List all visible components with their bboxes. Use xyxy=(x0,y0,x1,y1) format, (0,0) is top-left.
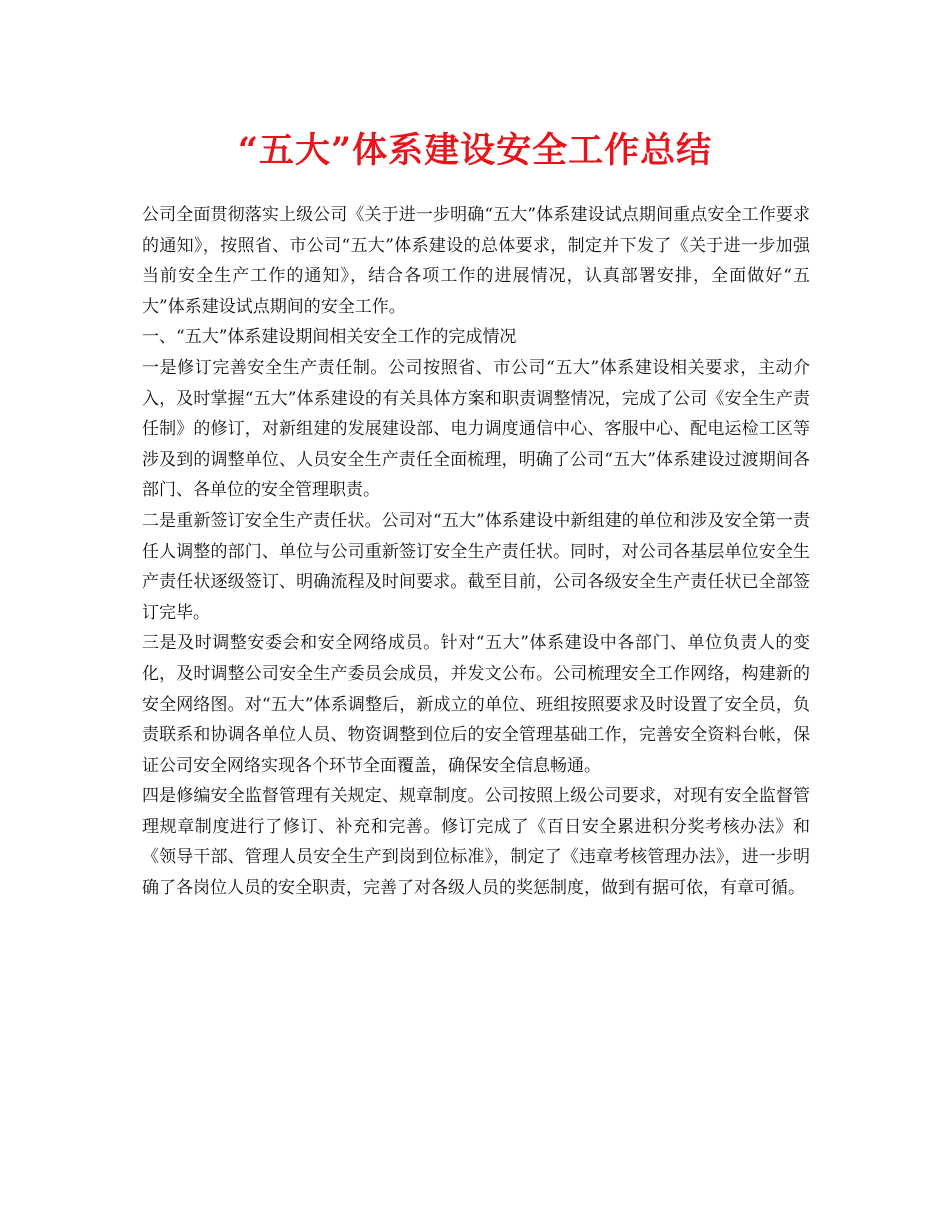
item-four-paragraph: 四是修编安全监督管理有关规定、规章制度。公司按照上级公司要求，对现有安全监督管理规章制度进行了修订、补充和完善。修订完成了《百日安全累进积分奖考核办法》和《领导干部、管理人员安全生产到岗到位标准》，制定了《违章考核管理办法》，进一步明确了各岗位人员的安全职责，完善了对各级人员的奖惩制度，做到有据可依，有章可循。 xyxy=(142,786,810,899)
intro-paragraph: 公司全面贯彻落实上级公司《关于进一步明确“五大”体系建设试点期间重点安全工作要求的通知》，按照省、市公司“五大”体系建设的总体要求，制定并下发了《关于进一步加强当前安全生产工作的通知》，结合各项工作的进展情况，认真部署安排，全面做好“五大”体系建设试点期间的安全工作。 xyxy=(142,205,810,317)
section-heading: 一、“五大”体系建设期间相关安全工作的完成情况 xyxy=(142,327,517,348)
document-title: “五大”体系建设安全工作总结 xyxy=(237,130,713,171)
item-two-paragraph: 二是重新签订安全生产责任状。公司对“五大”体系建设中新组建的单位和涉及安全第一责任人调整的部门、单位与公司重新签订安全生产责任状。同时，对公司各基层单位安全生产责任状逐级签订、明确流程及时间要求。截至目前，公司各级安全生产责任状已全部签订完毕。 xyxy=(142,510,810,623)
item-three-paragraph: 三是及时调整安委会和安全网络成员。针对“五大”体系建设中各部门、单位负责人的变化，及时调整公司安全生产委员会成员，并发文公布。公司梳理安全工作网络，构建新的安全网络图。对“五大”体系调整后，新成立的单位、班组按照要求及时设置了安全员，负责联系和协调各单位人员、物资调整到位后的安全管理基础工作，完善安全资料台帐，保证公司安全网络实现各个环节全面覆盖，确保安全信息畅通。 xyxy=(142,633,810,776)
item-one-paragraph: 一是修订完善安全生产责任制。公司按照省、市公司“五大”体系建设相关要求，主动介入，及时掌握“五大”体系建设的有关具体方案和职责调整情况，完成了公司《安全生产责任制》的修订，对新组建的发展建设部、电力调度通信中心、客服中心、配电运检工区等涉及到的调整单位、人员安全生产责任全面梳理，明确了公司“五大”体系建设过渡期间各部门、各单位的安全管理职责。 xyxy=(142,357,810,501)
document-body xyxy=(142,200,810,904)
